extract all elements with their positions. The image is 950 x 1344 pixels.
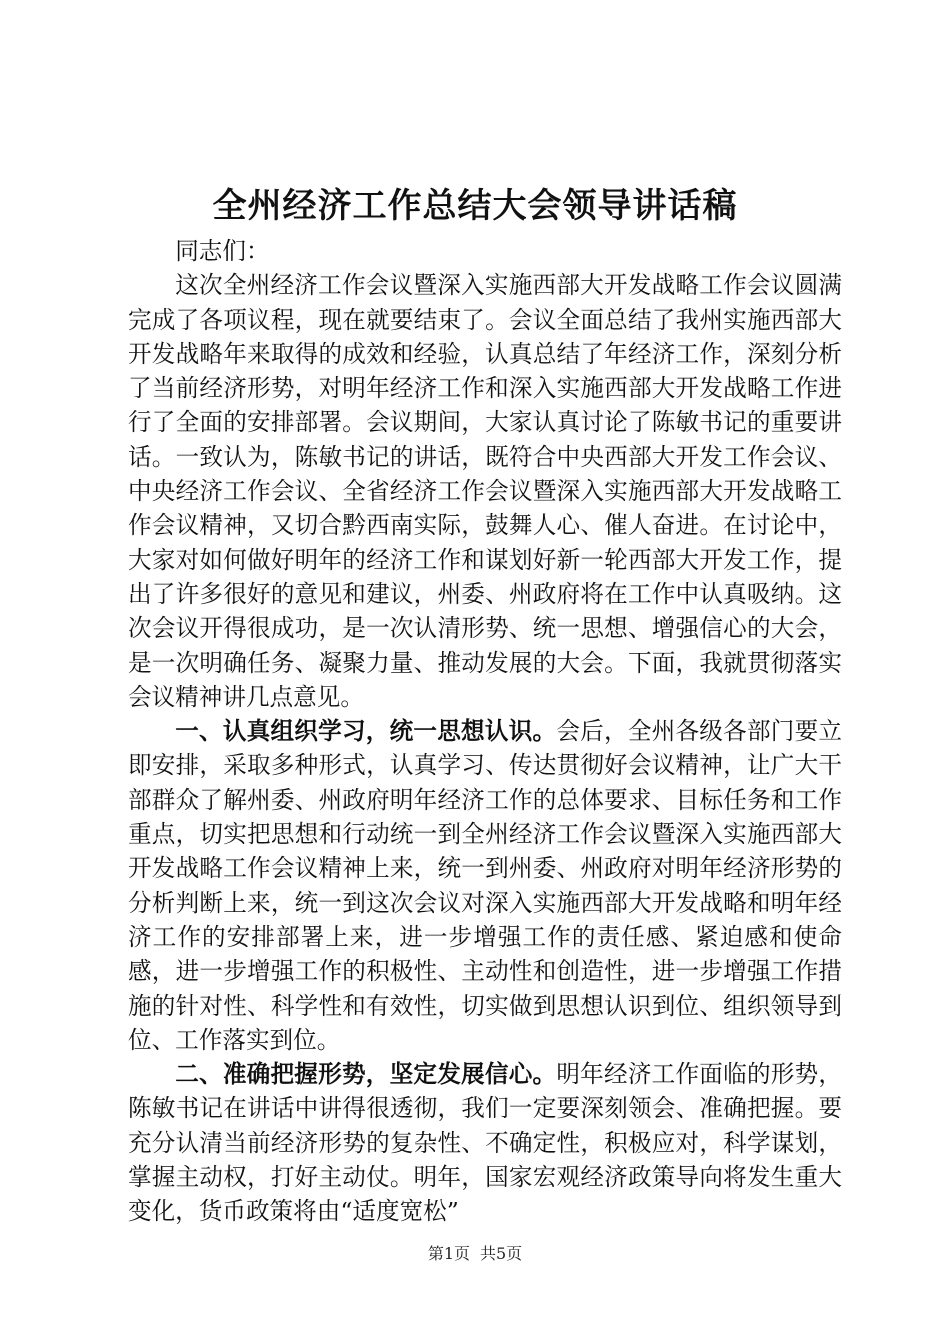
document-title: 全州经济工作总结大会领导讲话稿 <box>212 186 738 226</box>
paragraph-section-2 <box>128 1057 842 1228</box>
paragraph-text: 明年经济工作面临的形势，陈敏书记在讲话中讲得很透彻，我们一定要深刻领会、准确把握。要充分认清当前经济形势的复杂性、不确定性，积极应对，科学谋划，掌握主动权，打好主动仗。明年，国家宏观经济政策导向将发生重大变化，货币政策将由“适度宽松” <box>128 1060 843 1226</box>
page-footer <box>0 1243 950 1265</box>
section-heading: 一、认真组织学习，统一思想认识。 <box>175 717 557 746</box>
document-body <box>128 234 842 1229</box>
salutation: 同志们： <box>175 237 270 265</box>
section-heading: 二、准确把握形势，坚定发展信心。 <box>175 1060 557 1089</box>
paragraph-section-1 <box>128 714 842 1057</box>
page-number: 第1页 <box>427 1244 470 1263</box>
paragraph-intro <box>128 268 842 714</box>
paragraph-text: 会后，全州各级各部门要立即安排，采取多种形式，认真学习、传达贯彻好会议精神，让广大干部群众了解州委、州政府明年经济工作的总体要求、目标任务和工作重点，切实把思想和行动统一到全州经济工作会议暨深入实施西部大开发战略工作会议精神上来，统一到州委、州政府对明年经济形势的分析判断上来，统一到这次会议对深入实施西部大开发战略和明年经济工作的安排部署上来，进一步增强工作的责任感、紧迫感和使命感，进一步增强工作的积极性、主动性和创造性，进一步增强工作措施的针对性、科学性和有效性，切实做到思想认识到位、组织领导到位、工作落实到位。 <box>128 717 843 1054</box>
paragraph-text: 这次全州经济工作会议暨深入实施西部大开发战略工作会议圆满完成了各项议程，现在就要结束了。会议全面总结了我州实施西部大开发战略年来取得的成效和经验，认真总结了年经济工作，深刻分析了当前经济形势，对明年经济工作和深入实施西部大开发战略工作进行了全面的安排部署。会议期间，大家认真讨论了陈敏书记的重要讲话。一致认为，陈敏书记的讲话，既符合中央西部大开发工作会议、中央经济工作会议、全省经济工作会议暨深入实施西部大开发战略工作会议精神，又切合黔西南实际，鼓舞人心、催人奋进。在讨论中，大家对如何做好明年的经济工作和谋划好新一轮西部大开发工作，提出了许多很好的意见和建议，州委、州政府将在工作中认真吸纳。这次会议开得很成功，是一次认清形势、统一思想、增强信心的大会，是一次明确任务、凝聚力量、推动发展的大会。下面，我就贯彻落实会议精神讲几点意见。 <box>128 271 842 711</box>
page-total: 共5页 <box>480 1244 523 1263</box>
